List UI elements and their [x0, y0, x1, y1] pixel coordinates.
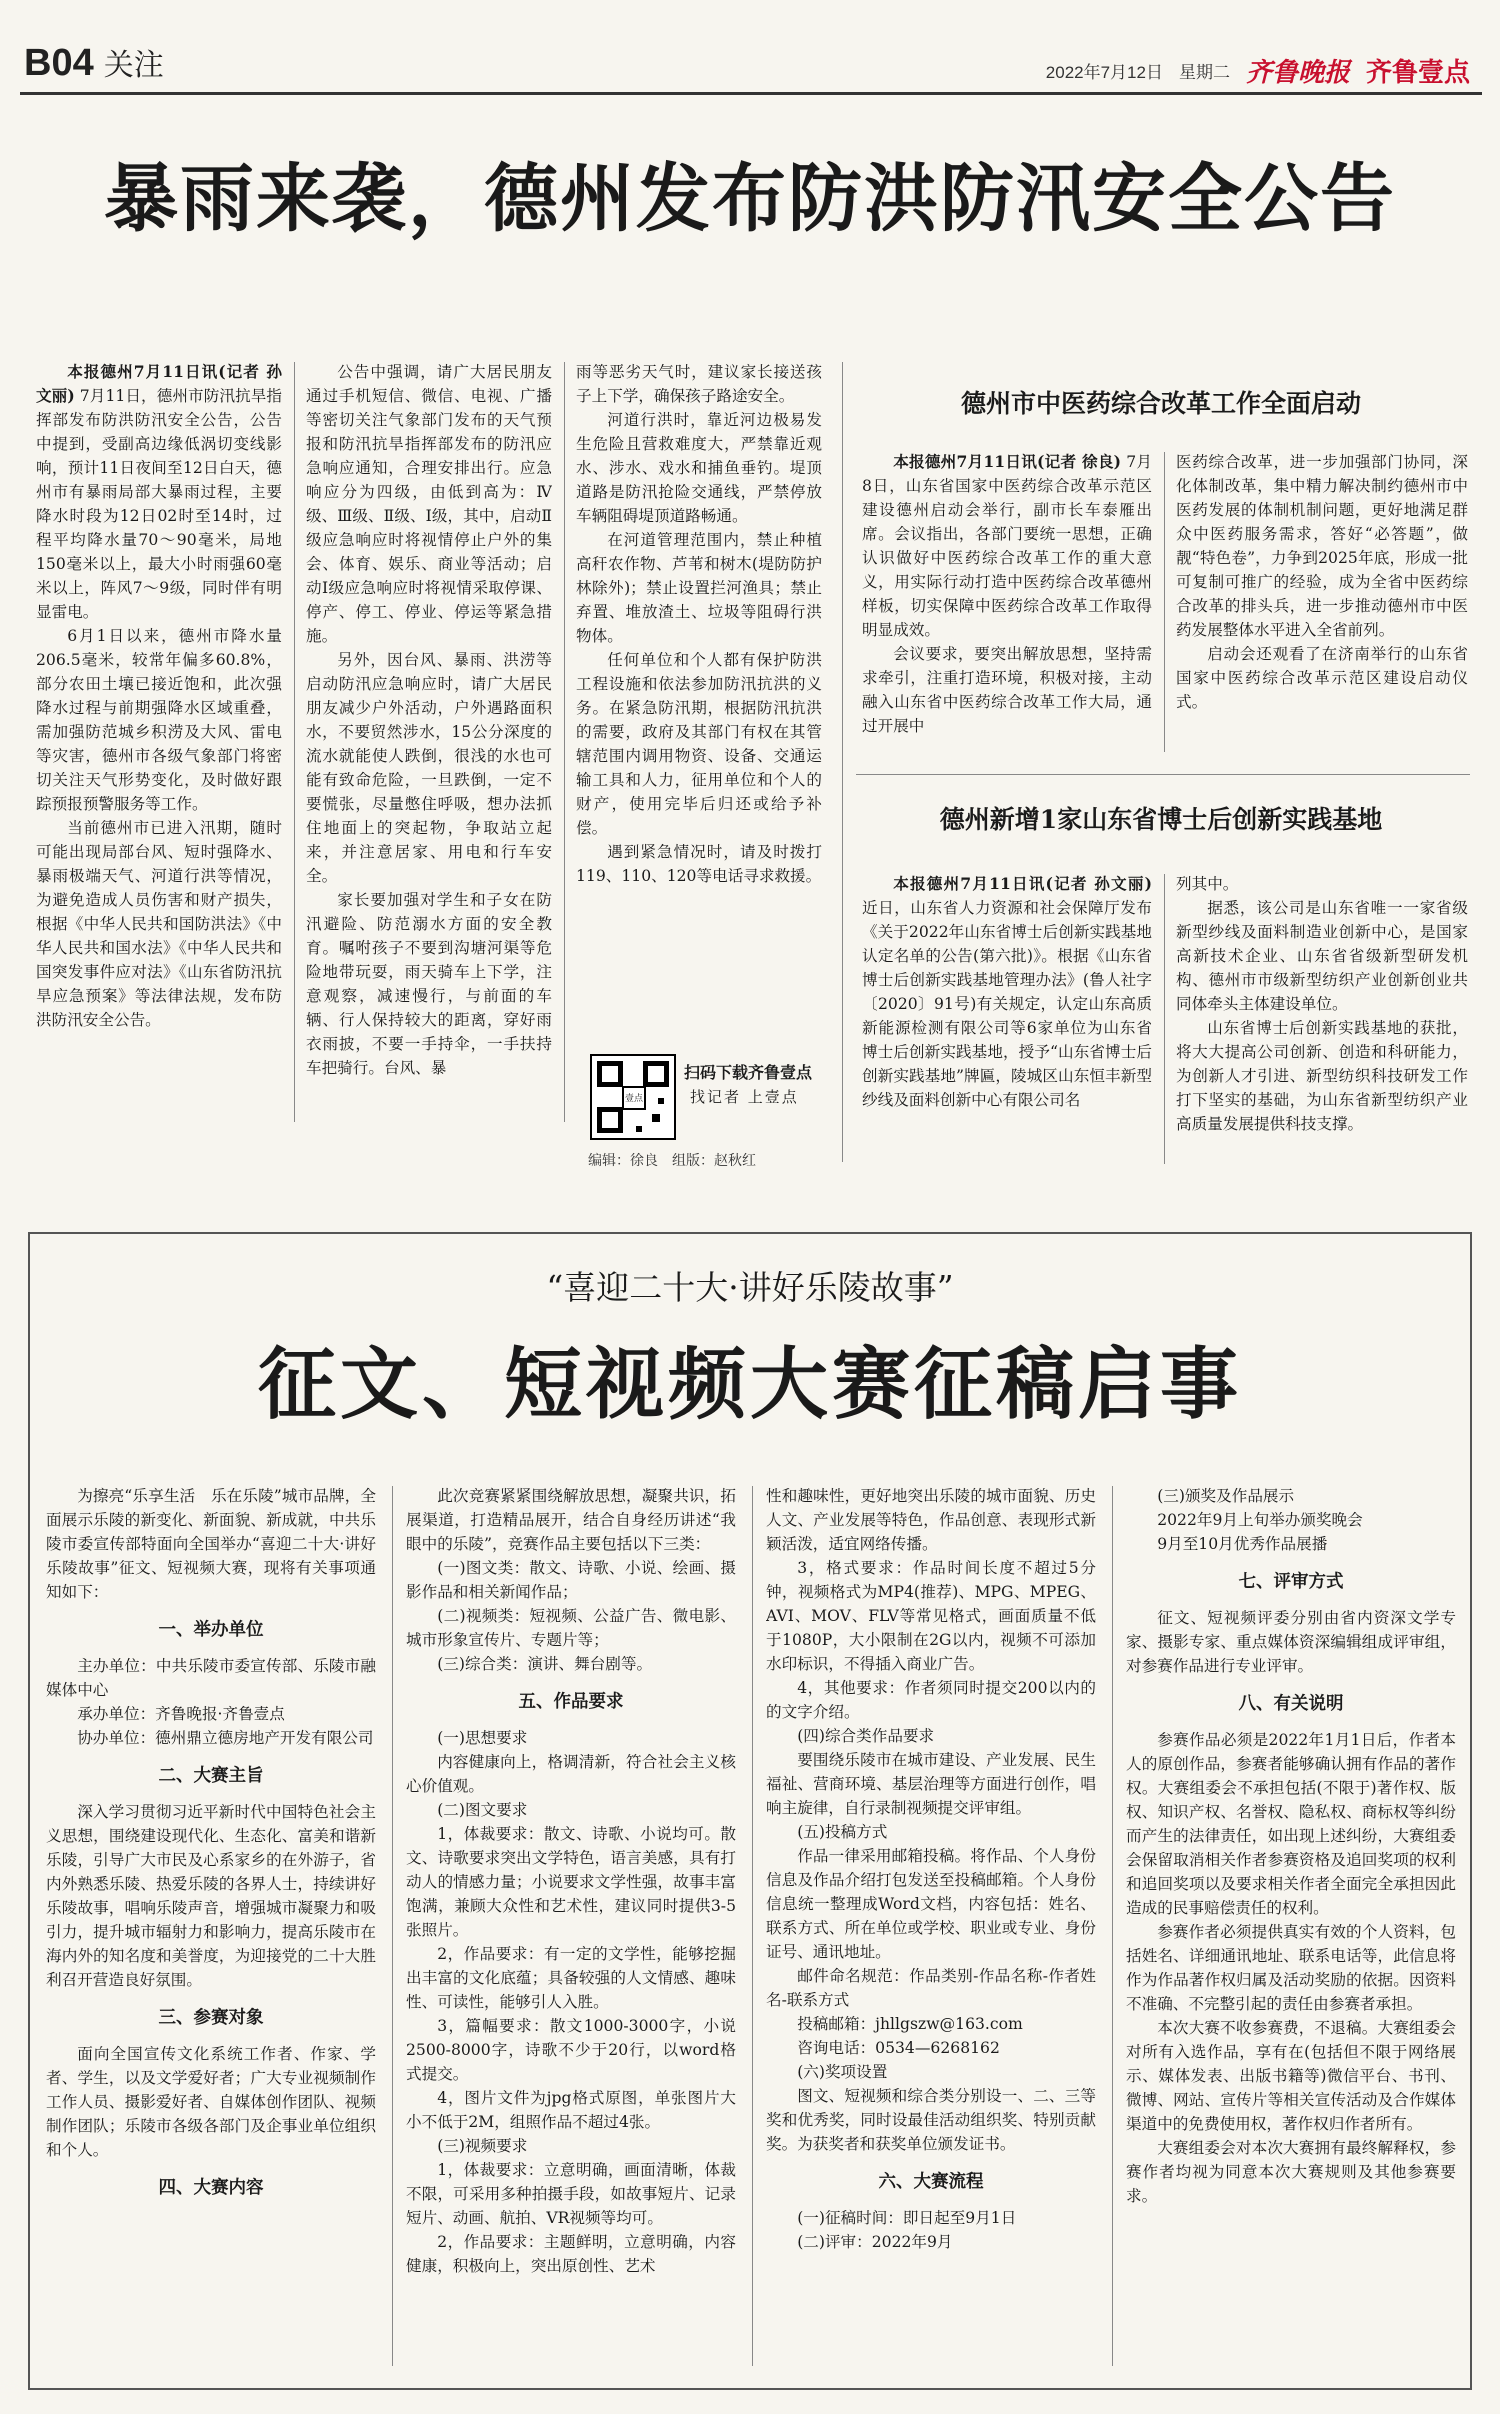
qr-code[interactable] — [590, 1054, 676, 1140]
newspaper-logo: 齐鲁晚报 — [1245, 58, 1350, 88]
paragraph: 河道行洪时，靠近河边极易发生危险且营救难度大，严禁靠近观水、涉水、戏水和捕鱼垂钓。堤顶道路是防汛抢险交通线，严禁停放车辆阻碍堤顶道路畅通。 — [576, 411, 822, 525]
paragraph: 为擦亮“乐享生活 乐在乐陵”城市品牌，全面展示乐陵的新变化、新面貌、新成就，中共乐陵市委宣传部特面向全国举办“喜迎二十大·讲好乐陵故事”征文、短视频大赛，现将有关事项通知如下： — [46, 1487, 376, 1601]
sub-heading: (一)思想要求 — [437, 1729, 528, 1747]
paragraph: 图文、短视频和综合类分别设一、二、三等奖和优秀奖，同时设最佳活动组织奖、特别贡献奖。为获奖者和获奖单位颁发证书。 — [766, 2087, 1096, 2153]
paragraph: 征文、短视频评委分别由省内资深文学专家、摄影专家、重点媒体资深编辑组成评审组，对参赛作品进行专业评审。 — [1126, 1609, 1456, 1675]
list-item: 承办单位：齐鲁晚报·齐鲁壹点 — [77, 1705, 285, 1723]
section-heading: 二、大赛主旨 — [158, 1766, 264, 1786]
contest-subtitle: “喜迎二十大·讲好乐陵故事” — [546, 1268, 954, 1307]
page-header-left — [24, 40, 164, 85]
paragraph: 医药综合改革，进一步加强部门协同，深化体制改革，集中精力解决制约德州市中医药发展的体制机制问题，更好地满足群众中医药服务需求，答好“必答题”，做靓“特色卷”，力争到2025年底，形成一批可复制可推广的经验，成为全省中医药综合改革的排头兵，进一步推动德州市中医药发展整体水平进入全省前列。 — [1176, 453, 1468, 639]
issue-date: 2022年7月12日 — [1045, 63, 1163, 82]
main-article-column-1 — [36, 360, 282, 1120]
list-item: 协办单位：德州鼎立德房地产开发有限公司 — [77, 1729, 374, 1747]
submission-email[interactable]: 投稿邮箱：jhllgszw@163.com — [797, 2015, 1023, 2033]
column-divider — [1164, 874, 1165, 1164]
paragraph: 内容健康向上，格调清新，符合社会主义核心价值观。 — [406, 1753, 736, 1795]
main-headline: 暴雨来袭，德州发布防洪防汛安全公告 — [104, 156, 1396, 242]
contest-title: 征文、短视频大赛征稿启事 — [257, 1339, 1242, 1430]
section-heading: 五、作品要求 — [518, 1692, 624, 1712]
column-divider — [1164, 452, 1165, 752]
article2-column-2 — [1176, 450, 1468, 750]
paragraph: 家长要加强对学生和子女在防汛避险、防范溺水方面的安全教育。嘱咐孩子不要到沟塘河渠等危险地带玩耍，雨天骑车上下学，注意观察，减速慢行，与前面的车辆、行人保持较大的距离，穿好雨衣雨披，不要一手持伞，一手扶持车把骑行。台风、暴 — [306, 891, 552, 1077]
article3-title: 德州新增1家山东省博士后创新实践基地 — [939, 805, 1383, 834]
sub-heading: (五)投稿方式 — [797, 1823, 888, 1841]
editor-credit: 编辑：徐良 组版：赵秋红 — [588, 1152, 756, 1168]
contest-column-3 — [766, 1484, 1096, 2374]
qr-center-label: 壹点 — [622, 1086, 646, 1110]
section-heading: 一、举办单位 — [158, 1620, 264, 1640]
paragraph: 遇到紧急情况时，请及时拨打119、110、120等电话寻求救援。 — [576, 843, 822, 885]
list-item: (二)视频类：短视频、公益广告、微电影、城市形象宣传片、专题片等； — [406, 1607, 736, 1649]
article-divider — [856, 774, 1470, 775]
column-divider — [752, 1486, 753, 2366]
paragraph: 邮件命名规范：作品类别-作品名称-作者姓名-联系方式 — [766, 1967, 1096, 2009]
column-divider — [294, 362, 295, 1122]
page-code: B04 — [24, 42, 94, 84]
section-heading: 七、评审方式 — [1238, 1572, 1344, 1592]
list-item: 主办单位：中共乐陵市委宣传部、乐陵市融媒体中心 — [46, 1657, 376, 1699]
contest-column-1 — [46, 1484, 376, 2374]
app-logo: 齐鲁壹点 — [1365, 57, 1470, 87]
issue-weekday: 星期二 — [1178, 63, 1230, 82]
paragraph: 列其中。 — [1176, 875, 1239, 893]
paragraph: 据悉，该公司是山东省唯一一家省级新型纱线及面料制造业创新中心，是国家高新技术企业、山东省省级新型研发机构、德州市市级新型纺织产业创新创业共同体牵头主体建设单位。 — [1176, 899, 1468, 1013]
paragraph: 要围绕乐陵市在城市建设、产业发展、民生福祉、营商环境、基层治理等方面进行创作，唱响主旋律，自行录制视频提交评审组。 — [766, 1751, 1096, 1817]
header-rule — [20, 92, 1482, 95]
list-item: (一)图文类：散文、诗歌、小说、绘画、摄影作品和相关新闻作品； — [406, 1559, 736, 1601]
section-heading: 八、有关说明 — [1238, 1694, 1344, 1714]
main-article-column-2 — [306, 360, 552, 1120]
paragraph: 雨等恶劣天气时，建议家长接送孩子上下学，确保孩子路途安全。 — [576, 363, 822, 405]
column-divider — [564, 362, 565, 1122]
section-heading: 六、大赛流程 — [878, 2172, 984, 2192]
paragraph: 此次竞赛紧紧围绕解放思想，凝聚共识，拓展渠道，打造精品展开，结合自身经历讲述“我眼中的乐陵”，竞赛作品主要包括以下三类： — [406, 1487, 736, 1553]
qr-caption-1: 扫码下载齐鲁壹点 — [684, 1065, 813, 1082]
qr-caption-2: 找记者 上壹点 — [690, 1088, 799, 1106]
article3-column-1 — [862, 872, 1152, 1162]
section-heading: 三、参赛对象 — [158, 2008, 264, 2028]
sub-heading: (二)图文要求 — [437, 1801, 528, 1819]
paragraph: 性和趣味性，更好地突出乐陵的城市面貌、历史人文、产业发展等特色，作品创意、表现形式新颖活泼，适宜网络传播。 — [766, 1487, 1096, 1553]
section-divider — [842, 362, 843, 1162]
paragraph: 2，作品要求：有一定的文学性，能够挖掘出丰富的文化底蕴；具备较强的人文情感、趣味性、可读性，能够引人入胜。 — [406, 1945, 736, 2011]
paragraph: 2，作品要求：主题鲜明，立意明确，内容健康，积极向上，突出原创性、艺术 — [406, 2233, 736, 2275]
paragraph: 启动会还观看了在济南举行的山东省国家中医药综合改革示范区建设启动仪式。 — [1176, 645, 1468, 711]
paragraph: 在河道管理范围内，禁止种植高秆农作物、芦苇和树木(堤防防护林除外)；禁止设置拦河渔具；禁止弃置、堆放渣土、垃圾等阻碍行洪物体。 — [576, 531, 822, 645]
list-item: (二)评审：2022年9月 — [797, 2233, 953, 2251]
article2-column-1 — [862, 450, 1152, 750]
paragraph: 公告中强调，请广大居民朋友通过手机短信、微信、电视、广播等密切关注气象部门发布的天气预报和防汛抗旱指挥部发布的防汛应急响应通知，合理安排出行。应急响应分为四级，由低到高为：Ⅳ级、Ⅲ级、Ⅱ级、Ⅰ级，其中，启动Ⅱ级应急响应时将视情停止户外的集会、体育、娱乐、商业等活动；启动Ⅰ级应急响应时将视情采取停课、停产、停工、停业、停运等紧急措施。 — [306, 363, 552, 645]
sub-heading: (三)视频要求 — [437, 2137, 528, 2155]
paragraph: 6月1日以来，德州市降水量206.5毫米，较常年偏多60.8%，部分农田土壤已接近饱和，此次强降水过程与前期强降水区域重叠，需加强防范城乡积涝及大风、雷电等灾害，德州市各级气象部门将密切关注天气形势变化，及时做好跟踪预报预警服务等工作。 — [36, 627, 282, 813]
paragraph: 大赛组委会对本次大赛拥有最终解释权，参赛作者均视为同意本次大赛规则及其他参赛要求。 — [1126, 2139, 1456, 2205]
article3-column-2 — [1176, 872, 1468, 1162]
page-header-right — [1046, 52, 1470, 89]
section-heading: 四、大赛内容 — [158, 2178, 264, 2198]
paragraph: 另外，因台风、暴雨、洪涝等启动防汛应急响应时，请广大居民朋友减少户外活动，户外遇路面积水，不要贸然涉水，15公分深度的流水就能使人跌倒，很浅的水也可能有致命危险，一旦跌倒，一定不要慌张，尽量憋住呼吸，想办法抓住地面上的突起物，争取站立起来，并注意居家、用电和行车安全。 — [306, 651, 552, 885]
paragraph: 当前德州市已进入汛期，随时可能出现局部台风、短时强降水、暴雨极端天气、河道行洪等情况，为避免造成人员伤害和财产损失，根据《中华人民共和国防洪法》《中华人民共和国水法》《中华人民共和国突发事件应对法》《山东省防汛抗旱应急预案》等法律法规，发布防洪防汛安全公告。 — [36, 819, 282, 1029]
list-item: (一)征稿时间：即日起至9月1日 — [797, 2209, 1017, 2227]
paragraph: 3，格式要求：作品时间长度不超过5分钟，视频格式为MP4(推荐)、MPG、MPEG、AVI、MOV、FLV等常见格式，画面质量不低于1080P，大小限制在2G以内，视频不可添加水印标识，不得插入商业广告。 — [766, 1559, 1096, 1673]
list-item: 2022年9月上旬举办颁奖晚会 — [1157, 1511, 1363, 1529]
paragraph: 7月11日，德州市防汛抗旱指挥部发布防洪防汛安全公告，公告中提到，受副高边缘低涡切变线影响，预计11日夜间至12日白天，德州市有暴雨局部大暴雨过程，主要降水时段为12日02时至14时，过程平均降水量70～90毫米，局地150毫米以上，最大小时雨强60毫米以上，阵风7～9级，同时伴有明显雷电。 — [36, 387, 282, 621]
paragraph: 任何单位和个人都有保护防洪工程设施和依法参加防汛抗洪的义务。在紧急防汛期，根据防汛抗洪的需要，政府及其部门有权在其管辖范围内调用物资、设备、交通运输工具和人力，征用单位和个人的财产，使用完毕后归还或给予补偿。 — [576, 651, 822, 837]
paragraph: 3，篇幅要求：散文1000-3000字，小说2500-8000字，诗歌不少于20行，以word格式提交。 — [406, 2017, 736, 2083]
column-divider — [392, 1486, 393, 2366]
paragraph: 近日，山东省人力资源和社会保障厅发布《关于2022年山东省博士后创新实践基地认定名单的公告(第六批)》。根据《山东省博士后创新实践基地管理办法》(鲁人社字〔2020〕91号)有关规定，认定山东高质新能源检测有限公司等6家单位为山东省博士后创新实践基地，授予“山东省博士后创新实践基地”牌匾，陵城区山东恒丰新型纱线及面料创新中心有限公司名 — [862, 899, 1152, 1109]
paragraph: 山东省博士后创新实践基地的获批，将大大提高公司创新、创造和科研能力，为创新人才引进、新型纺织科技研发工作打下坚实的基础，为山东省新型纺织产业高质量发展提供科技支撑。 — [1176, 1019, 1468, 1133]
paragraph: 4，其他要求：作者须同时提交200以内的的文字介绍。 — [766, 1679, 1096, 1721]
article2-title: 德州市中医药综合改革工作全面启动 — [960, 389, 1361, 418]
list-item: 9月至10月优秀作品展播 — [1157, 1535, 1328, 1553]
consult-phone[interactable]: 咨询电话：0534—6268162 — [797, 2039, 1000, 2057]
contest-column-2 — [406, 1484, 736, 2374]
paragraph: 参赛作品必须是2022年1月1日后，作者本人的原创作品，参赛者能够确认拥有作品的著作权。大赛组委会不承担包括(不限于)著作权、版权、知识产权、名誉权、隐私权、商标权等纠纷而产生的法律责任，如出现上述纠纷，大赛组委会保留取消相关作者参赛资格及追回奖项的权利和追回奖项以及要求相关作者全面完全承担因此造成的民事赔偿责任的权利。 — [1126, 1731, 1456, 1917]
paragraph: 会议要求，要突出解放思想，坚持需求牵引，注重打造环境，积极对接，主动融入山东省中医药综合改革工作大局，通过开展中 — [862, 645, 1152, 735]
list-item: (三)综合类：演讲、舞台剧等。 — [437, 1655, 653, 1673]
sub-heading: (六)奖项设置 — [797, 2063, 888, 2081]
paragraph: 参赛作者必须提供真实有效的个人资料，包括姓名、详细通讯地址、联系电话等，此信息将作为作品著作权归属及活动奖励的依据。因资料不准确、不完整引起的责任由参赛者承担。 — [1126, 1923, 1456, 2013]
paragraph: 作品一律采用邮箱投稿。将作品、个人身份信息及作品介绍打包发送至投稿邮箱。个人身份信息统一整理成Word文档，内容包括：姓名、联系方式、所在单位或学校、职业或专业、身份证号、通讯地址。 — [766, 1847, 1096, 1961]
paragraph: 4，图片文件为jpg格式原图，单张图片大小不低于2M，组照作品不超过4张。 — [406, 2089, 736, 2131]
section-name: 关注 — [103, 49, 164, 82]
paragraph: 1，体裁要求：立意明确，画面清晰，体裁不限，可采用多种拍摄手段，如故事短片、记录短片、动画、航拍、VR视频等均可。 — [406, 2161, 736, 2227]
paragraph: 7月8日，山东省国家中医药综合改革示范区建设德州启动会举行，副市长车泰雁出席。会议指出，各部门要统一思想，正确认识做好中医药综合改革工作的重大意义，用实际行动打造中医药综合改革德州样板，切实保障中医药综合改革工作取得明显成效。 — [862, 453, 1152, 639]
contest-column-4 — [1126, 1484, 1456, 2374]
article3-lead: 本报德州7月11日讯(记者 孙文丽) — [893, 874, 1152, 893]
sub-heading: (三)颁奖及作品展示 — [1157, 1487, 1295, 1505]
paragraph: 本次大赛不收参赛费，不退稿。大赛组委会对所有入选作品，享有在(包括但不限于网络展示、媒体发表、出版书籍等)微信平台、书刊、微博、网站、宣传片等相关宣传活动及合作媒体渠道中的免费使用权，著作权归作者所有。 — [1126, 2019, 1456, 2133]
main-article-lead: 本报德州7月11日讯(记者 孙文丽) — [36, 362, 282, 405]
sub-heading: (四)综合类作品要求 — [797, 1727, 935, 1745]
main-article-column-3 — [576, 360, 822, 1050]
paragraph: 深入学习贯彻习近平新时代中国特色社会主义思想，围绕建设现代化、生态化、富美和谐新乐陵，引导广大市民及心系家乡的在外游子，省内外熟悉乐陵、热爱乐陵的各界人士，持续讲好乐陵故事，唱响乐陵声音，增强城市凝聚力和吸引力，提升城市辐射力和影响力，提高乐陵市在海内外的知名度和美誉度，为迎接党的二十大胜利召开营造良好氛围。 — [46, 1803, 376, 1989]
article2-lead: 本报德州7月11日讯(记者 徐良) — [893, 452, 1122, 471]
paragraph: 1，体裁要求：散文、诗歌、小说均可。散文、诗歌要求突出文学特色，语言美感，具有打动人的情感力量；小说要求文学性强，故事丰富饱满，兼顾大众性和艺术性，建议同时提供3-5张照片。 — [406, 1825, 736, 1939]
paragraph: 面向全国宣传文化系统工作者、作家、学者、学生，以及文学爱好者；广大专业视频制作工作人员、摄影爱好者、自媒体创作团队、视频制作团队；乐陵市各级各部门及企事业单位组织和个人。 — [46, 2045, 376, 2159]
column-divider — [1112, 1486, 1113, 2366]
